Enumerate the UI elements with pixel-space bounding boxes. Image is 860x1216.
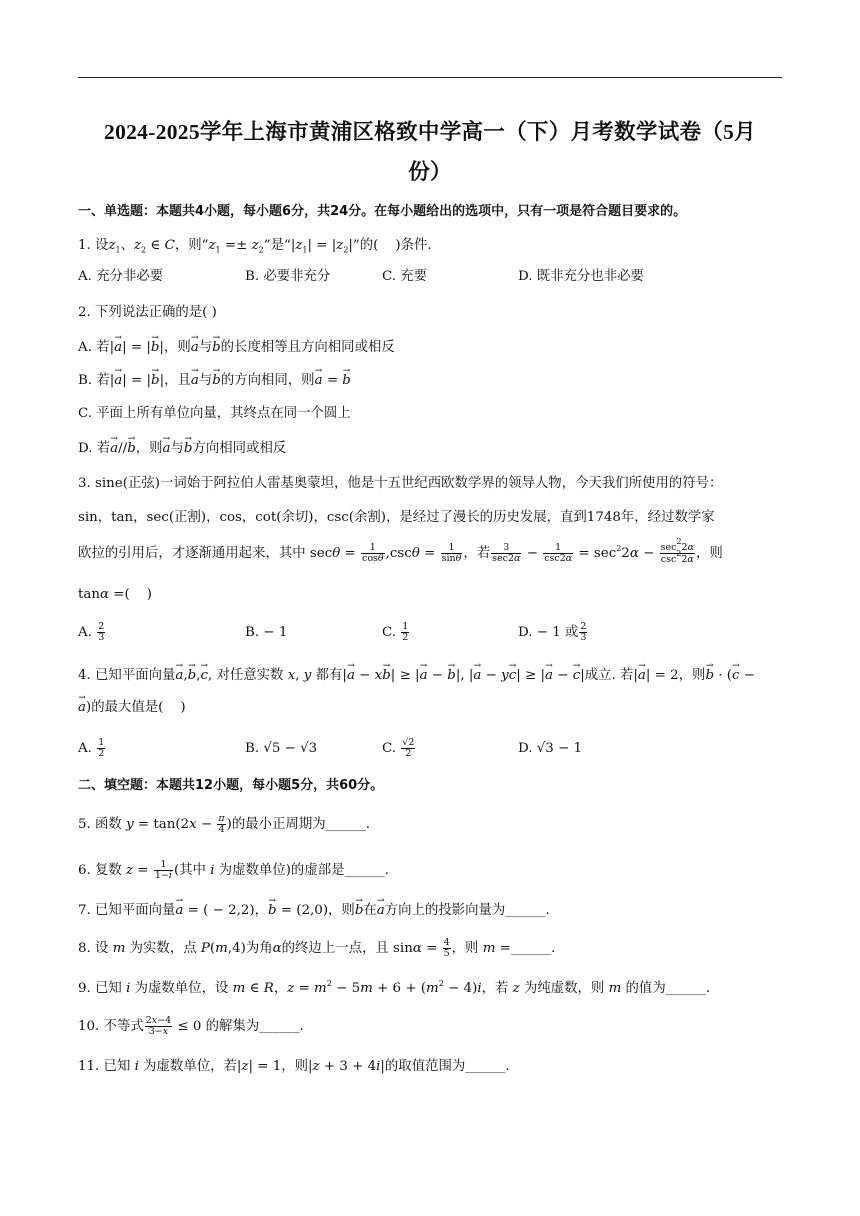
q1-option-d: D. 既非充分也非必要 [518, 269, 644, 284]
question-3-line-2: sin，tan，sec(正割)，cos，cot(余切)，csc(余割)，是经过了漫长的历史发展，直到1748年，经过数学家 [78, 510, 715, 525]
question-8: 8. 设 m 为实数，点 P(m,4)为角α的终边上一点，且 sinα = $\frac{4}{5}$ ，则 m =______. [78, 937, 556, 959]
q2-option-c: C. 平面上所有单位向量，其终点在同一个圆上 [78, 406, 351, 421]
exam-title [78, 112, 782, 192]
question-7: 7. 已知平面向量→ a = ( − 2,2)，→ b = (2,0)，则→ b在→ a方向上的投影向量为______. [78, 902, 550, 920]
q2-option-a: A. 若|→ a| = |→ b|，则→ a与→ b的长度相等且方向相同或相反 [78, 339, 395, 357]
question-4-line-2: → a)的最大值是( ) [78, 699, 186, 717]
question-9: 9. 已知 i 为虚数单位，设 m ∈ R，$z = m^2 - 5m + 6 + (m^2 - 4)i$，若 z 为纯虚数，则 m 的值为______. [78, 979, 711, 996]
q3-option-a: A. $\frac{2}{3}$ [78, 621, 105, 643]
question-10: 10. 不等式 $\frac{2x-4}{3-x}$ ≤ 0 的解集为______. [78, 1015, 304, 1037]
q4-option-a: A. $\frac{1}{2}$ [78, 737, 105, 759]
q3-option-c: C. $\frac{1}{2}$ [382, 621, 409, 643]
q1-option-c: C. 充要 [382, 269, 428, 284]
question-1-options [78, 264, 782, 290]
question-3-line-4: tanα =( ) [78, 587, 152, 602]
question-1-stem: 1. 设$z_1$、$z_2$ ∈ C，则“$z_1 =\pm z_2$”是“$|z_1| = |z_2|$”的( )条件. [78, 238, 432, 255]
q3-option-d: D. − 1 或 $\frac{2}{3}$ [518, 621, 587, 643]
q1-option-b: B. 必要非充分 [245, 269, 331, 284]
q2-option-d: D. 若→ a//→ b，则→ a与→ b方向相同或相反 [78, 440, 286, 458]
q1-option-a: A. 充分非必要 [78, 269, 164, 284]
section-heading-fill-blank: 二、填空题：本题共12小题，每小题5分，共60分。 [78, 778, 384, 793]
question-11: 11. 已知 i 为虚数单位，若|z| = 1，则|z + 3 + 4i|的取值范围为______. [78, 1059, 510, 1074]
question-3-line-3: 欧拉的引用后，才逐渐通用起来，其中 secθ = $\frac{1}{\cos\theta}$ ,cscθ = $\frac{1}{\sin\theta}$ ，若 $\frac{3}{\sec 2\alpha}$ − $\frac{1}{\csc 2\alpha}$ = $\sec^22\alpha$ − $\frac{\sec^22\alpha}{\csc^22\alpha}$ ，则 [78, 537, 723, 565]
q2-option-b: B. 若|→ a| = |→ b|，且→ a与→ b的方向相同，则→ a = → b [78, 372, 351, 390]
question-3-line-1: 3. sine(正弦)一词始于阿拉伯人雷基奥蒙坦，他是十五世纪西欧数学界的领导人物，今天我们所使用的符号： [78, 476, 723, 491]
q3-option-b: B. − 1 [245, 625, 288, 640]
section-heading-single-choice: 一、单选题：本题共4小题，每小题6分，共24分。在每小题给出的选项中，只有一项是符合题目要求的。 [78, 204, 687, 219]
q4-option-c: C. $\frac{√2}{2}$ [382, 737, 415, 759]
question-2-stem: 2. 下列说法正确的是( ) [78, 305, 217, 320]
question-4-line-1: 4. 已知平面向量→ a,→ b,→ c, 对任意实数 x, y 都有|→ a − x→ b| ≥ |→ a − → b|, |→ a − y→ c| ≥ |→ a − → c|成立. 若|→ a| = 2，则→ b · (→ c − [78, 667, 755, 685]
header-rule [78, 77, 782, 78]
question-6: 6. 复数 z = $\frac{1}{1-i}$ (其中 i 为虚数单位)的虚部是______. [78, 859, 389, 881]
q4-option-d: D. √3 − 1 [518, 741, 583, 756]
q4-option-b: B. √5 − √3 [245, 741, 318, 756]
question-4-options [78, 736, 782, 762]
question-5: 5. 函数 y = tan(2x − $\frac{\pi}{4}$ )的最小正周期为______. [78, 813, 371, 835]
title-line-1: 2024-2025学年上海市黄浦区格致中学高一（下）月考数学试卷（5月 [104, 120, 756, 144]
question-3-options [78, 620, 782, 646]
title-line-2: 份） [408, 160, 452, 184]
